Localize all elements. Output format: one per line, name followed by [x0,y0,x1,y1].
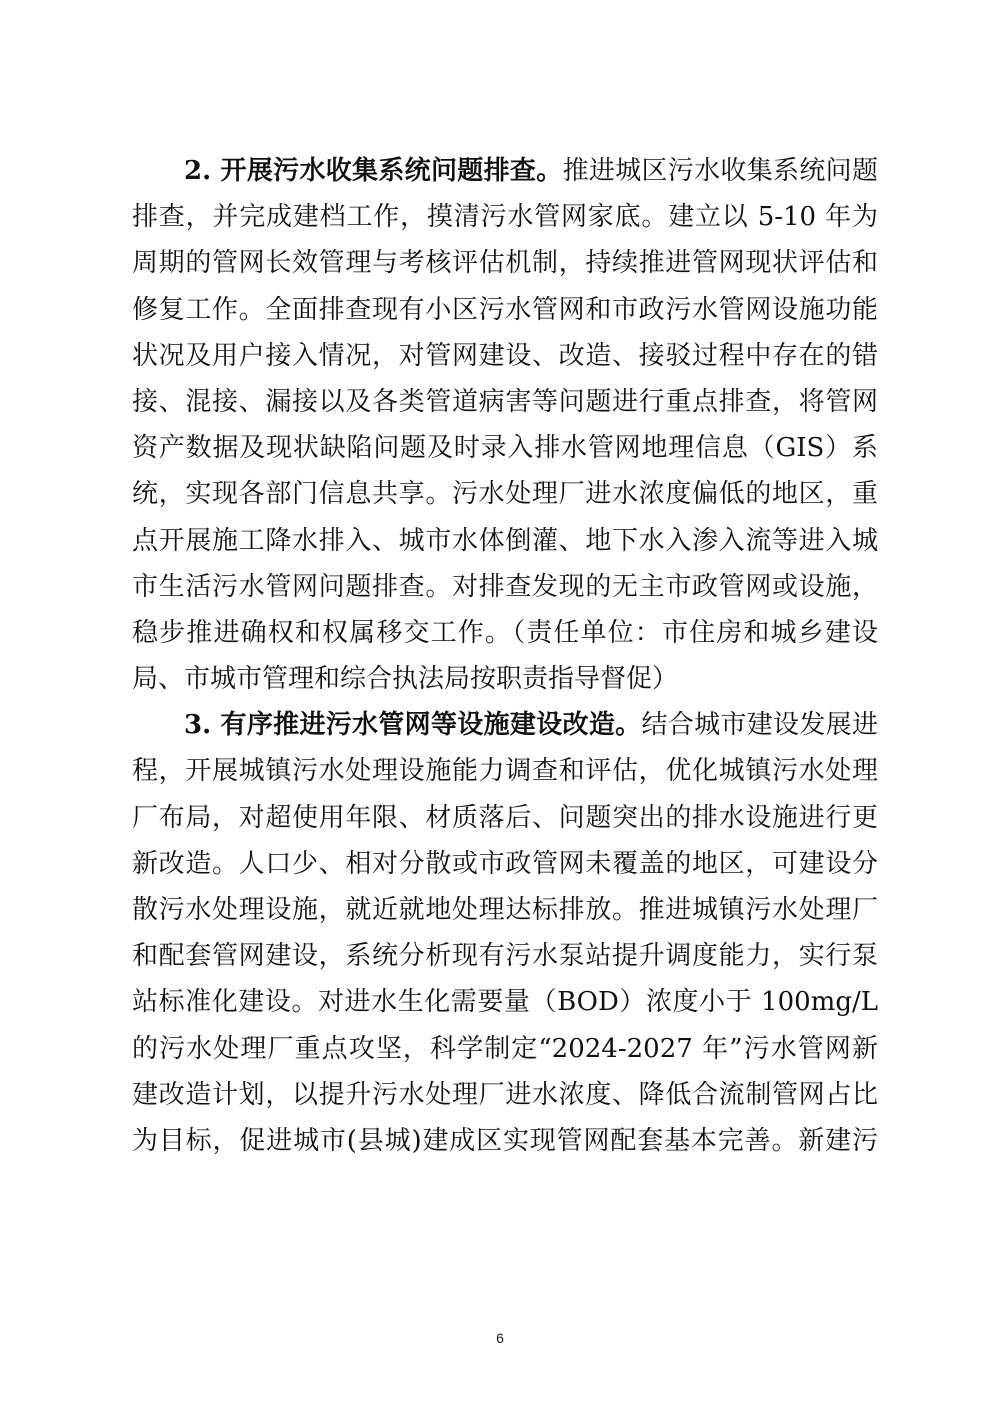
paragraph-2-line: 市生活污水管网问题排查。对排查发现的无主市政管网或设施， [132,571,878,602]
paragraph-3-line: 建改造计划，以提升污水处理厂进水浓度、降低合流制管网占比 [132,1079,878,1110]
paragraph-3-line: 程，开展城镇污水处理设施能力调查和评估，优化城镇污水处理 [132,756,878,787]
paragraph-2-line: 统，实现各部门信息共享。污水处理厂进水浓度偏低的地区，重 [132,479,878,510]
paragraph-2-line: 资产数据及现状缺陷问题及时录入排水管网地理信息（GIS）系 [132,433,878,464]
paragraph-2-line-1 [132,148,878,194]
paragraph-3-heading: 3. 有序推进污水管网等设施建设改造。 [184,710,642,741]
document-body [132,148,878,1164]
paragraph-2-line: 修复工作。全面排查现有小区污水管网和市政污水管网设施功能 [132,294,878,325]
paragraph-3-line: 新改造。人口少、相对分散或市政管网未覆盖的地区，可建设分 [132,848,878,879]
paragraph-2-line: 接、混接、漏接以及各类管道病害等问题进行重点排查，将管网 [132,386,878,417]
paragraph-2-line: 状况及用户接入情况，对管网建设、改造、接驳过程中存在的错 [132,340,878,371]
paragraph-2-line: 稳步推进确权和权属移交工作。（责任单位：市住房和城乡建设 [132,617,878,648]
paragraph-3-line-1 [132,702,878,748]
paragraph-3-text: 结合城市建设发展进 [641,710,878,741]
paragraph-3-line: 散污水处理设施，就近就地处理达标排放。推进城镇污水处理厂 [132,895,878,925]
paragraph-3-line: 的污水处理厂重点攻坚，科学制定“2024-2027 年”污水管网新 [132,1033,878,1064]
page-number: 6 [496,1330,504,1346]
paragraph-3-line: 厂布局，对超使用年限、材质落后、问题突出的排水设施进行更 [132,802,878,833]
paragraph-3-line: 站标准化建设。对进水生化需要量（BOD）浓度小于 100mg/L [132,987,878,1018]
paragraph-2-line: 排查，并完成建档工作，摸清污水管网家底。建立以 5-10 年为 [132,202,878,233]
paragraph-2-heading: 2. 开展污水收集系统问题排查。 [184,156,563,186]
paragraph-2-text: 推进城区污水收集系统问题 [562,156,878,186]
paragraph-2-line: 点开展施工降水排入、城市水体倒灌、地下水入渗入流等进入城 [132,525,878,556]
paragraph-2-line: 局、市城市管理和综合执法局按职责指导督促） [132,664,679,695]
paragraph-2-line: 周期的管网长效管理与考核评估机制，持续推进管网现状评估和 [132,248,878,279]
paragraph-3-line: 和配套管网建设，系统分析现有污水泵站提升调度能力，实行泵 [132,941,878,972]
paragraph-3-line: 为目标，促进城市(县城)建成区实现管网配套基本完善。新建污 [132,1125,878,1156]
